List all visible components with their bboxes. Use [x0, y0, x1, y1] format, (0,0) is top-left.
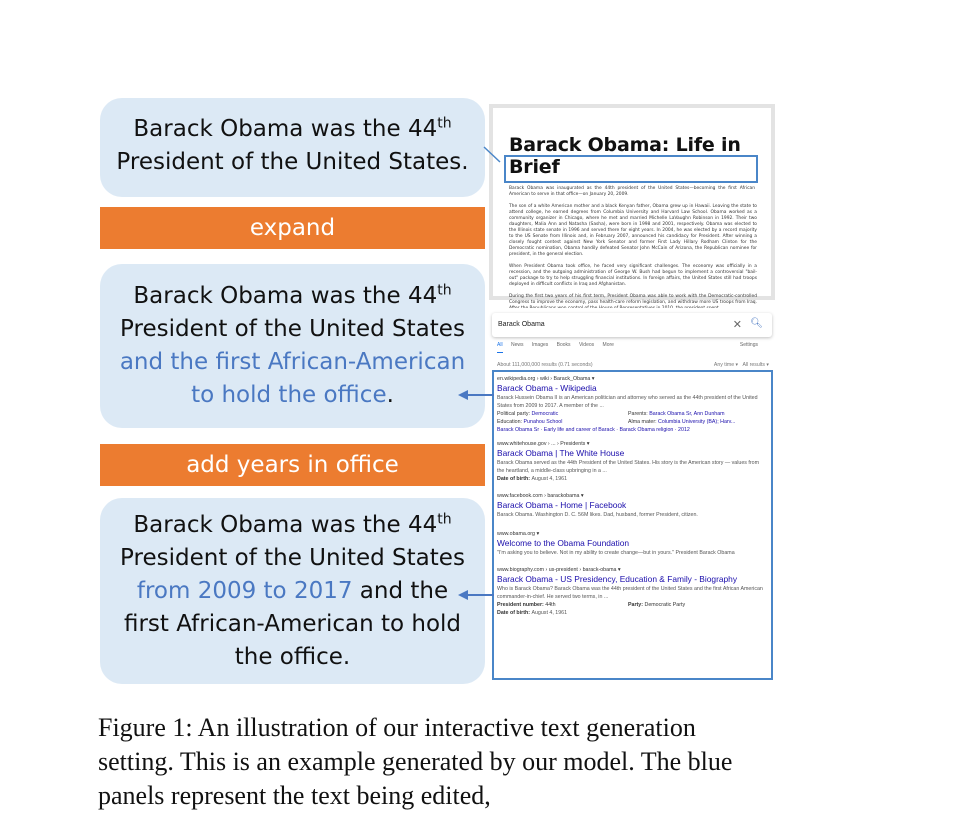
result-biography: www.biography.com › us-president › barack-obama ▾ Barack Obama - US Presidency, Education & Family - Biography Who is Barack Obama? Barack Obama was the 44th president of the United States and the first African American commander-in-chief. He served two terms, in ... President number: 44th Party: Democratic Party Date of birth: August 4, 1961	[497, 567, 771, 617]
tab-news: News	[510, 342, 524, 348]
result-whitehouse: www.whitehouse.gov › ... › Presidents ▾ Barack Obama | The White House Barack Obama served as the 44th President of the United States. His story is the American story — values from the heartland, a middle-class upbringing in a ... Date of birth: August 4, 1961	[497, 441, 771, 483]
tab-more: More	[602, 342, 614, 348]
result-title: Barack Obama | The White House	[497, 448, 625, 458]
panel-2-added-text-2: to hold the office	[191, 382, 387, 408]
search-icon: 🔍︎	[750, 318, 763, 329]
arrow-head-panel-2	[458, 390, 468, 400]
panel-3-line-3: from 2009 to 2017 and the	[136, 578, 449, 604]
arrow-head-panel-3	[458, 590, 468, 600]
result-facts: Political party: Democratic Parents: Barack Obama Sr, Ann Dunham Education: Punahou School Alma mater: Columbia University (BA); Harv...	[497, 411, 736, 425]
search-query: Barack Obama	[498, 321, 545, 328]
panel-2-line-1: Barack Obama was the 44th	[133, 282, 452, 309]
panel-1-line-1: Barack Obama was the 44th	[133, 115, 452, 142]
panel-3-line-1: Barack Obama was the 44th	[133, 511, 452, 538]
panel-3-line-4: first African-American to hold	[123, 611, 462, 637]
operation-add-years: add years in office	[100, 444, 485, 486]
panel-2-added-text-1: and the first African-American	[119, 349, 466, 375]
panel-3-added-text: from 2009 to 2017	[136, 578, 353, 604]
panel-1-line-2: President of the United States.	[116, 149, 469, 175]
document-title: Barack Obama: Life in Brief	[509, 134, 741, 178]
tab-images: Images	[531, 342, 549, 348]
clear-icon: ✕	[732, 319, 742, 331]
panel-2-line-2: President of the United States	[120, 316, 465, 342]
document-paragraph-4: During the first two years of his first term, President Obama was able to work with the Democratic-controlled Congress to improve the economy, pass health-care reform legislation, and withdraw more US troops from Iraq.	[509, 294, 757, 305]
document-paragraph-1: Barack Obama was inaugurated as the 44th president of the United States—becoming the first African American to serve in that office—on January 20, 2009.	[509, 186, 755, 197]
result-obama-foundation: www.obama.org ▾ Welcome to the Obama Foundation "I'm asking you to believe. Not in my ability to create change—but in yours." President Barack Obama	[497, 531, 771, 557]
tab-all: All	[497, 342, 503, 353]
figure-caption: Figure 1: An illustration of our interactive text generation setting. This is an example generated by our model. The blue panels represent the text being edited,	[98, 713, 733, 810]
operation-expand: expand	[100, 207, 485, 249]
panel-3-line-2: President of the United States	[120, 545, 465, 571]
tab-books: Books	[556, 342, 571, 348]
result-title: Barack Obama - Wikipedia	[497, 383, 597, 393]
document-paragraph-3: When President Obama took office, he faced very significant challenges. The economy was officially in a recession, and the outgoing administration of George W. Bush had begun to implement a controversial "bail-out" package to try to help struggling financial institutions. In foreign affairs, the United States still had troops deployed in difficult conflicts in Iraq and Afghanistan.	[509, 264, 757, 287]
connector-doc-to-panel-1	[484, 147, 500, 162]
results-stats: About 111,000,000 results (0.71 seconds) Any time ▾ All results ▾	[497, 362, 769, 368]
result-wikipedia: en.wikipedia.org › wiki › Barack_Obama ▾ Barack Obama - Wikipedia Barack Hussein Obama II is an American politician and attorney who served as the 44th president of the United States from 2009 to 2017. A member of the ... Political party: Democratic Parents: Barack Obama Sr, Ann Dunham Education: Punahou School Alma mater: Columbia University (BA); Harv... Barack Obama Sr · Early life and career of Barack · Barack Obama religion · 2012	[497, 376, 771, 435]
document-paragraph-2: The son of a white American mother and a black Kenyan father, Obama grew up in Hawaii. Leaving the state to attend college, he earned degrees from Columbia University and Harvard Law School. Obama worked as a community organizer in Chicago, where he met and married Michelle LaVaughn Robinson in 1992. Their two daughters, Malia Ann and Natasha (Sasha), were born in 1998 and 2001, respectively. Obama was elected to the Illinois state senate in 1996 and served there for eight years. In 2004, he was elected by a record majority to the US Senate from Illinois and, in February 2007, announced his candidacy for President. After winning a closely fought contest against New York Senator and former First Lady Hillary Rodham Clinton for the Democratic nomination, Obama handily defeated Senator John McCain of Arizona, the Republican nominee for president, in the general election.	[509, 204, 757, 257]
tab-videos: Videos	[578, 342, 595, 348]
result-title: Welcome to the Obama Foundation	[497, 538, 630, 548]
panel-3-line-5: the office.	[234, 644, 351, 670]
result-title: Barack Obama - US Presidency, Education & Family - Biography	[497, 574, 738, 584]
result-facebook: www.facebook.com › barackobama ▾ Barack Obama - Home | Facebook Barack Obama. Washington D. C. 56M likes. Dad, husband, former President, citizen.	[497, 493, 771, 519]
result-title: Barack Obama - Home | Facebook	[497, 500, 627, 510]
tab-settings: Settings	[739, 342, 758, 348]
panel-2-line-4: to hold the office.	[191, 382, 394, 408]
